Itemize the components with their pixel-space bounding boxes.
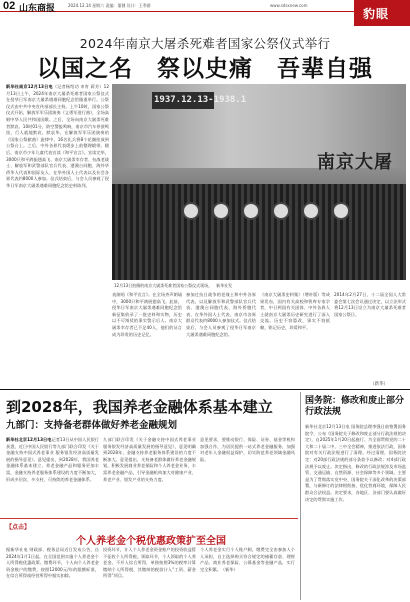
paper-url[interactable]: www.sdsxnew.com bbox=[270, 3, 308, 8]
lead-byline: （新华） bbox=[370, 382, 388, 387]
lead-body-text: （记者杨绍功 申宵 蒋芳）12月13日上午，2024年南京大屠杀死难者国家公祭仪式在侵华日军南京大屠杀遇难同胞纪念馆隆重举行。公祭仪式由中共中央宣传部部长主持。上午10时，国家公祭仪式开始，解放军军乐团演奏《义勇军进行曲》，全场高唱中华人民共和国国歌。之后，全场向南京大屠杀死难者默哀。10时01分，防空警报鸣响，南京市汽车停驶鸣笛，行人就地默哀。默哀毕，在解放军军乐团演奏的《国家公祭献曲》旋律中，16名礼兵将8个花圈抬放到公祭台上。之后，中外各界代表缓步上前整理缎带。随后，南京市少年儿童代表宣读《和平宣言》。宣读完毕，3000只和平鸽振翅高飞。南京大屠杀幸存者、抗战老战士、解放军和武警部队官兵代表、港澳台同胞、海外华侨华人代表和国际友人、在华外国人士代表以及社会各界代表约8000人参加。仪式结束后，与会人员参观了侵华日军南京大屠杀遇难同胞纪念馆史料陈列。 bbox=[6, 84, 109, 188]
wreath bbox=[182, 202, 200, 220]
pension-subhead: 九部门：支持备老群体做好养老金融规划 bbox=[6, 420, 178, 431]
tax-col-2: 投资环节，计入个人养老金资金账户的投资收益暂不征收个人所得税。领取环节，个人领取的个人养老金，不并入综合所得，单独按照3%的税率计算缴纳个人所得税，其缴纳的税款计入“工资、薪金所得”项目。 bbox=[103, 547, 196, 579]
lead-dateline: 新华社南京12月13日电 bbox=[6, 84, 53, 89]
tax-tag: 【点击】 bbox=[6, 524, 31, 531]
wreath bbox=[242, 202, 260, 220]
memorial-inscription: 南京大屠 bbox=[317, 152, 393, 173]
lead-col-4: 《南京大屠杀史料集》（增补版）等成果发布，国内有关高校和智库专家学者，中日两国有关团体、中外各界人士就南京大屠杀历史研究进行了深入交流。历史不容篡改，事实不容抵赖，铭记历史，珍爱和平。 bbox=[260, 292, 330, 330]
wreath bbox=[272, 202, 290, 220]
lead-body bbox=[6, 84, 109, 306]
pension-col-2: 九部门联合印发《关于金融支持中国式养老事业 服务银发经济高质量发展的指导意见》，意见明确到2028年，金融支持养老服务体系建设的力度不断加大。意见提出，支持备老群体做好养老金融规划，积极发展商业养老保险和个人养老金业务，丰富养老金融产品，引导金融机构加大对健康产业、养老产业、银发产业的支持力度。 bbox=[103, 437, 196, 482]
tax-headline: 个人养老金个税优惠政策扩至全国 bbox=[76, 536, 226, 547]
section-brand bbox=[354, 0, 410, 26]
section-brand-label: 豹眼 bbox=[363, 7, 390, 21]
wreath bbox=[302, 202, 320, 220]
photo-caption: 12月13日拍摄的南京大屠杀死难者国家公祭仪式现场。 新华社发 bbox=[114, 283, 233, 288]
tax-col-3: 个人养老金实行个人账户制，缴费完全由参加人个人承担，自主选择购买符合规定的储蓄存款、理财产品、商业养老保险、公募基金等金融产品，实行完全积累。 （新华） bbox=[200, 547, 295, 572]
lead-col-2: 表演唱《和平宣言》。在全场齐声朗诵中，3000只和平鸽展翅高飞。此前，侵华日军南京大屠杀遇难同胞纪念馆新征集收录了一批史料和实物，历史以不可辩驳的事实警示后人。南京大屠杀幸存者已不足40人，他们的证言成为珍贵的历史记忆。 bbox=[112, 292, 182, 337]
page-header bbox=[0, 0, 410, 12]
lead-col-5: 2014年2月27日，十二届全国人大常委会第七次会议通过决定，以立法形式将12月13日设立为南京大屠杀死难者国家公祭日。 bbox=[334, 292, 406, 317]
lead-kicker: 2024年南京大屠杀死难者国家公祭仪式举行 bbox=[79, 36, 331, 51]
lead-headline: 以国之名 祭以史痛 吾辈自强 bbox=[37, 56, 373, 82]
pension-dateline: 新华社北京12月13日电 bbox=[6, 437, 52, 442]
wreath bbox=[212, 202, 230, 220]
paper-name: 山东商报 bbox=[19, 4, 56, 14]
tax-col-1: 据新华社电 财政部、税务总局近日发布公告，自2024年1月1日起，在全国范围实施个人养老金个人所得税优惠政策。缴费环节，个人向个人养老金资金账户的缴费，按照12000元/年的限额标准，在综合所得或经营所得中据实扣除。 bbox=[6, 547, 99, 579]
ceremony-photo bbox=[112, 84, 406, 280]
pension-headline: 到2028年，我国养老金融体系基本建立 bbox=[6, 398, 273, 416]
tax-divider bbox=[0, 518, 298, 519]
side-body: 新华社北京12月13日电 国务院总理李强日前签署国务院令，公布《国务院关于修改和废止部分行政法规的决定》，自2025年1月20日起施行。为全面贯彻党的二十大和二十届二中、三中全会精神，推进依法行政，国务院对有关行政法规进行了清理。经过清理，国务院决定：对20部行政法规的部分条款予以修改；对4部行政法规予以废止。决定指出，修改的行政法规涉及市场监管、交通运输、自然资源、社会保障等多个领域，主要是为了贯彻落实党中央、国务院关于深化改革的决策部署，与新修订的法律相衔接，优化营商环境，保障人民群众合法权益。决定要求，各地区、各部门要认真做好决定的贯彻实施工作。 bbox=[305, 424, 406, 502]
pension-col-3: 意见要求，要推动银行、保险、证券、基金等机构加强合作，为居民提供一站式养老金融服务，加强对老年人金融权益保护，切实防范养老领域金融风险。 bbox=[200, 437, 295, 462]
memorial-dates: 1937.12.13-1938.1 bbox=[152, 92, 214, 109]
wreath bbox=[332, 202, 350, 220]
issue-meta: 2024.12.14 星期六 责编：董健 设计：王季群 bbox=[68, 3, 151, 8]
column-divider bbox=[300, 392, 301, 600]
pension-col-1 bbox=[6, 437, 99, 515]
side-headline: 国务院：修改和废止部分行政法规 bbox=[305, 396, 405, 417]
page-number: 02 bbox=[3, 0, 16, 12]
lead-col-3: 参加过抗日战争的老战士和中外各界代表，以及解放军和武警部队官兵代表、港澳台同胞代表、海外侨胞代表、在华外国人士代表、南京市各界群众代表约8000人参加仪式。仪式结束后，与会人员参观了侵华日军南京大屠杀遇难同胞纪念馆。 bbox=[186, 292, 256, 337]
section-divider bbox=[0, 389, 410, 390]
honor-guard bbox=[112, 184, 406, 280]
pension-col-1-text: 记者13日从中国人民银行获悉，近日中国人民银行等九部门联合印发《关于金融支持中国式养老事业 服务银发经济高质量发展的指导意见》。意见提出，到2028年，我国养老金融体系基本建立，养老金融产品和服务更加丰富，金融支持养老服务体系建设的力度不断加大，形成多层次、多支柱、可持续的养老金融体系。 bbox=[6, 437, 99, 482]
